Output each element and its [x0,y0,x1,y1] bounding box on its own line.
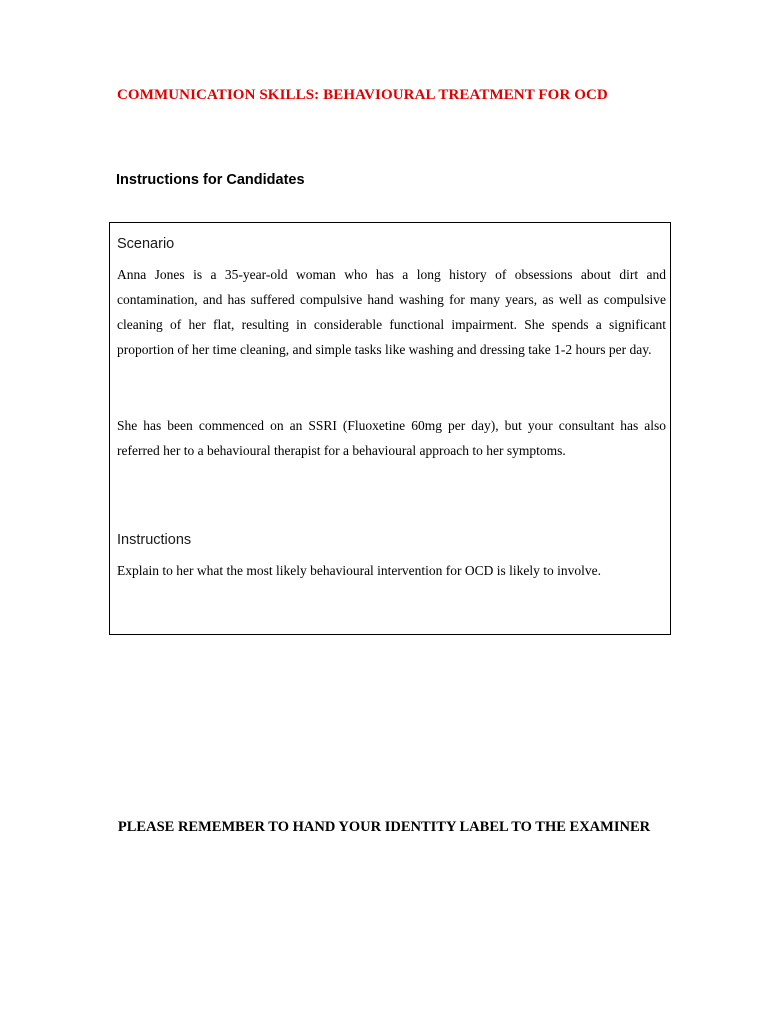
scenario-heading: Scenario [117,236,175,252]
instructions-for-candidates-heading: Instructions for Candidates [116,172,305,188]
document-title: COMMUNICATION SKILLS: BEHAVIOURAL TREATMENT FOR OCD [117,87,608,103]
scenario-paragraph-2: She has been commenced on an SSRI (Fluoxetine 60mg per day), but your consultant has also referred her to a behavioural therapist for a behavioural approach to her symptoms. [117,418,666,458]
identity-label-reminder: PLEASE REMEMBER TO HAND YOUR IDENTITY LABEL TO THE EXAMINER [117,819,651,835]
scenario-box [109,222,671,635]
instructions-paragraph: Explain to her what the most likely behavioural intervention for OCD is likely to involve. [117,563,602,578]
instructions-subheading: Instructions [117,532,192,548]
scenario-paragraph-1: Anna Jones is a 35-year-old woman who has a long history of obsessions about dirt and contamination, and has suffered compulsive hand washing for many years, as well as compulsive cleaning of her flat, resulting in considerable functional impairment. She spends a significant proportion of her time cleaning, and simple tasks like washing and dressing take 1-2 hours per day. [117,267,666,357]
